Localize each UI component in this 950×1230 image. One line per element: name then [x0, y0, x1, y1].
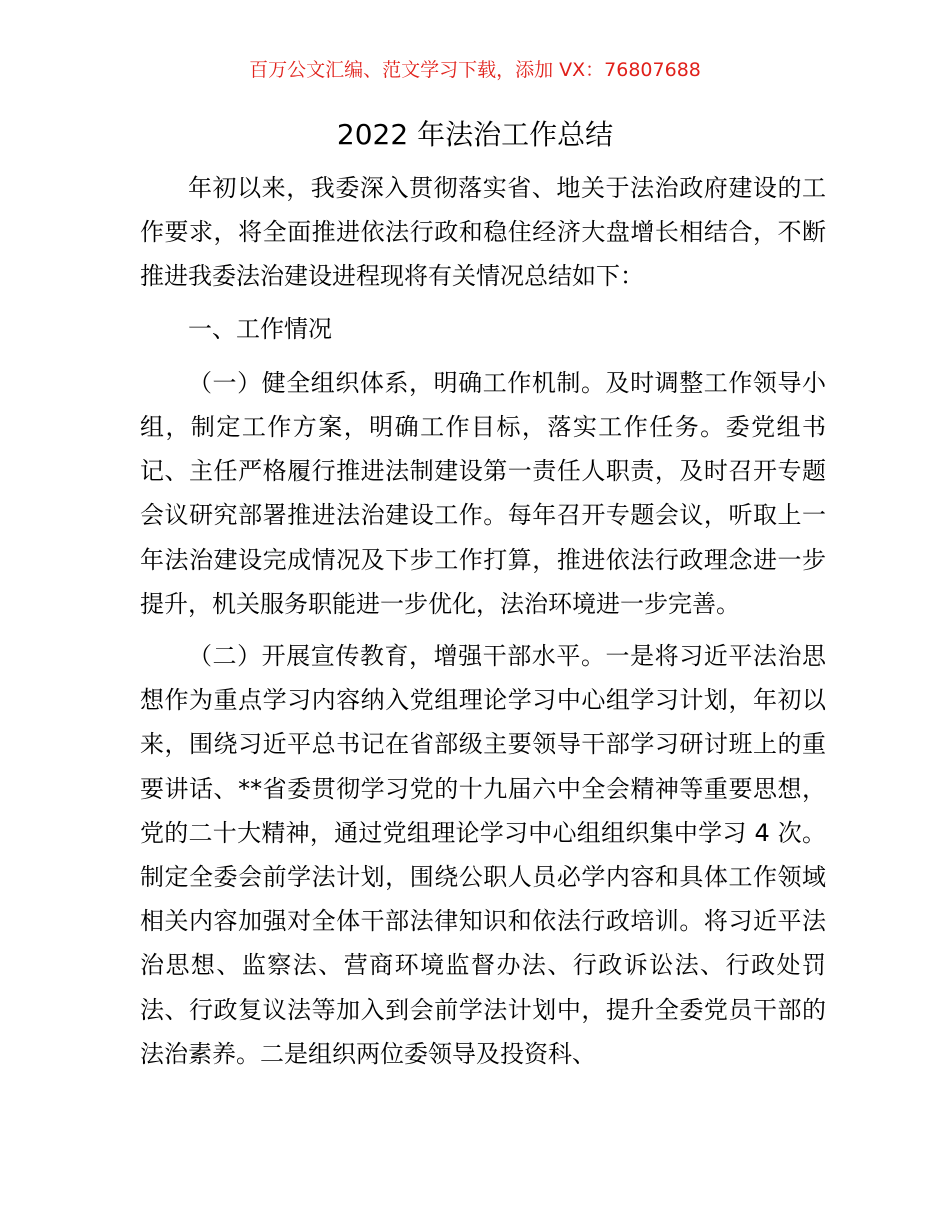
document-title: 2022 年法治工作总结: [336, 118, 614, 151]
document-body: [140, 166, 826, 1084]
paragraph-organization: （一）健全组织体系，明确工作机制。及时调整工作领导小组，制定工作方案，明确工作目标，落实工作任务。委党组书记、主任严格履行推进法制建设第一责任人职责，及时召开专题会议研究部署推进法治建设工作。每年召开专题会议，听取上一年法治建设完成情况及下步工作打算，推进依法行政理念进一步提升，机关服务职能进一步优化，法治环境进一步完善。: [140, 368, 826, 618]
paragraph-education: （二）开展宣传教育，增强干部水平。一是将习近平法治思想作为重点学习内容纳入党组理论学习中心组学习计划，年初以来，围绕习近平总书记在省部级主要领导干部学习研讨班上的重要讲话、**省委贯彻学习党的十九届六中全会精神等重要思想，党的二十大精神，通过党组理论学习中心组组织集中学习 4 次。制定全委会前学法计划，围绕公职人员必学内容和具体工作领域相关内容加强对全体干部法律知识和依法行政培训。将习近平法治思想、监察法、营商环境监督办法、行政诉讼法、行政处罚法、行政复议法等加入到会前学法计划中，提升全委党员干部的法治素养。二是组织两位委领导及投资科、: [140, 642, 826, 1068]
intro-paragraph: 年初以来，我委深入贯彻落实省、地关于法治政府建设的工作要求，将全面推进依法行政和稳住经济大盘增长相结合，不断推进我委法治建设进程现将有关情况总结如下：: [140, 174, 826, 291]
section-heading: 一、工作情况: [188, 314, 332, 343]
promo-banner: 百万公文汇编、范文学习下载，添加 VX：76807688: [249, 59, 701, 81]
